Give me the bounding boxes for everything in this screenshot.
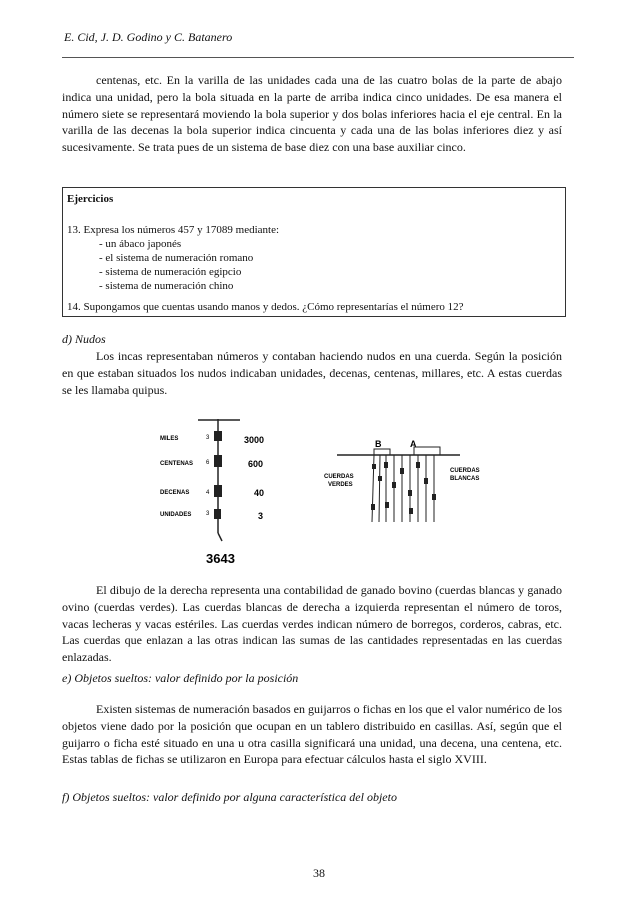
label-miles: MILES (160, 436, 179, 442)
cattle-quipu-figure (322, 432, 497, 542)
value-decenas: 40 (254, 488, 265, 498)
digit-unidades: 3 (206, 511, 210, 517)
explanation-paragraph: El dibujo de la derecha representa una contabilidad de ganado bovino (cuerdas blancas y ganado ovino (cuerdas verdes). Las cuerdas blancas de derecha a izquierda representan el número de toros, vacas lecheras y vacas estériles. Las cuerdas verdes indican número de borregos, corderos, cabras, etc. Las cuerdas que enlazan a las otras indican las sumas de las cantidades representadas en las cuerdas enlazadas. (62, 583, 562, 665)
label-decenas: DECENAS (160, 490, 190, 496)
exercise-13: 13. Expresa los números 457 y 17089 mediante: (67, 224, 280, 236)
intro-paragraph: centenas, etc. En la varilla de las unidades cada una de las cuatro bolas de la parte de abajo indica una unidad, pero la bola situada en la parte de arriba indica cinco unidades. De esa manera el número siete se representará moviendo la bola superior y dos bolas inferiores hacia el eje central. En la varilla de las decenas la bola superior indica cincuenta y cada una de las bolas inferiores diez y así sucesivamente. Se trata pues de un sistema de base diez con una base auxiliar cinco. (62, 73, 562, 155)
label-a: A (410, 439, 417, 449)
value-miles: 3000 (244, 435, 265, 445)
quipu-total: 3643 (206, 551, 235, 566)
exercise-13-item: - el sistema de numeración romano (99, 252, 254, 264)
quipu-3643-figure (150, 405, 290, 570)
label-cuerdas-blancas-2: BLANCAS (450, 476, 480, 482)
value-centenas: 600 (248, 459, 264, 469)
label-centenas: CENTENAS (160, 461, 194, 467)
exercise-14: 14. Supongamos que cuentas usando manos y dedos. ¿Cómo representarías el número 12? (67, 301, 464, 313)
value-unidades: 3 (258, 511, 264, 521)
digit-decenas: 4 (206, 490, 210, 496)
exercise-13-item: - sistema de numeración chino (99, 280, 234, 292)
label-unidades: UNIDADES (160, 512, 192, 518)
digit-centenas: 6 (206, 460, 210, 466)
exercise-13-item: - un ábaco japonés (99, 238, 182, 250)
header-rule (62, 57, 574, 58)
label-cuerdas-verdes-2: VERDES (328, 482, 353, 488)
label-b: B (375, 439, 382, 449)
digit-miles: 3 (206, 435, 210, 441)
section-e-paragraph: Existen sistemas de numeración basados en guijarros o fichas en los que el valor numérico de los objetos viene dado por la posición que ocupan en un tablero distribuido en casillas. Así, según que el guijarro o ficha esté situado en una u otra casilla significará una unidad, una decena, una centena, etc. Estas tablas de fichas se utilizaron en Europa para efectuar cálculos hasta el siglo XVIII. (62, 702, 562, 767)
exercises-title: Ejercicios (67, 193, 114, 205)
section-d-title: d) Nudos (62, 332, 106, 346)
exercise-13-item: - sistema de numeración egipcio (99, 266, 242, 278)
section-e-title: e) Objetos sueltos: valor definido por la posición (62, 671, 299, 685)
label-cuerdas-verdes-1: CUERDAS (324, 474, 354, 480)
exercises-box (62, 187, 566, 317)
label-cuerdas-blancas-1: CUERDAS (450, 468, 480, 474)
section-f-title: f) Objetos sueltos: valor definido por alguna característica del objeto (62, 790, 397, 804)
running-header: E. Cid, J. D. Godino y C. Batanero (64, 30, 233, 44)
section-d-paragraph: Los incas representaban números y contaban haciendo nudos en una cuerda. Según la posición en que estaban situados los nudos indicaban unidades, decenas, centenas, millares, etc. A estas cuerdas se les llamaba quipus. (62, 349, 562, 397)
page-number: 38 (313, 866, 325, 880)
